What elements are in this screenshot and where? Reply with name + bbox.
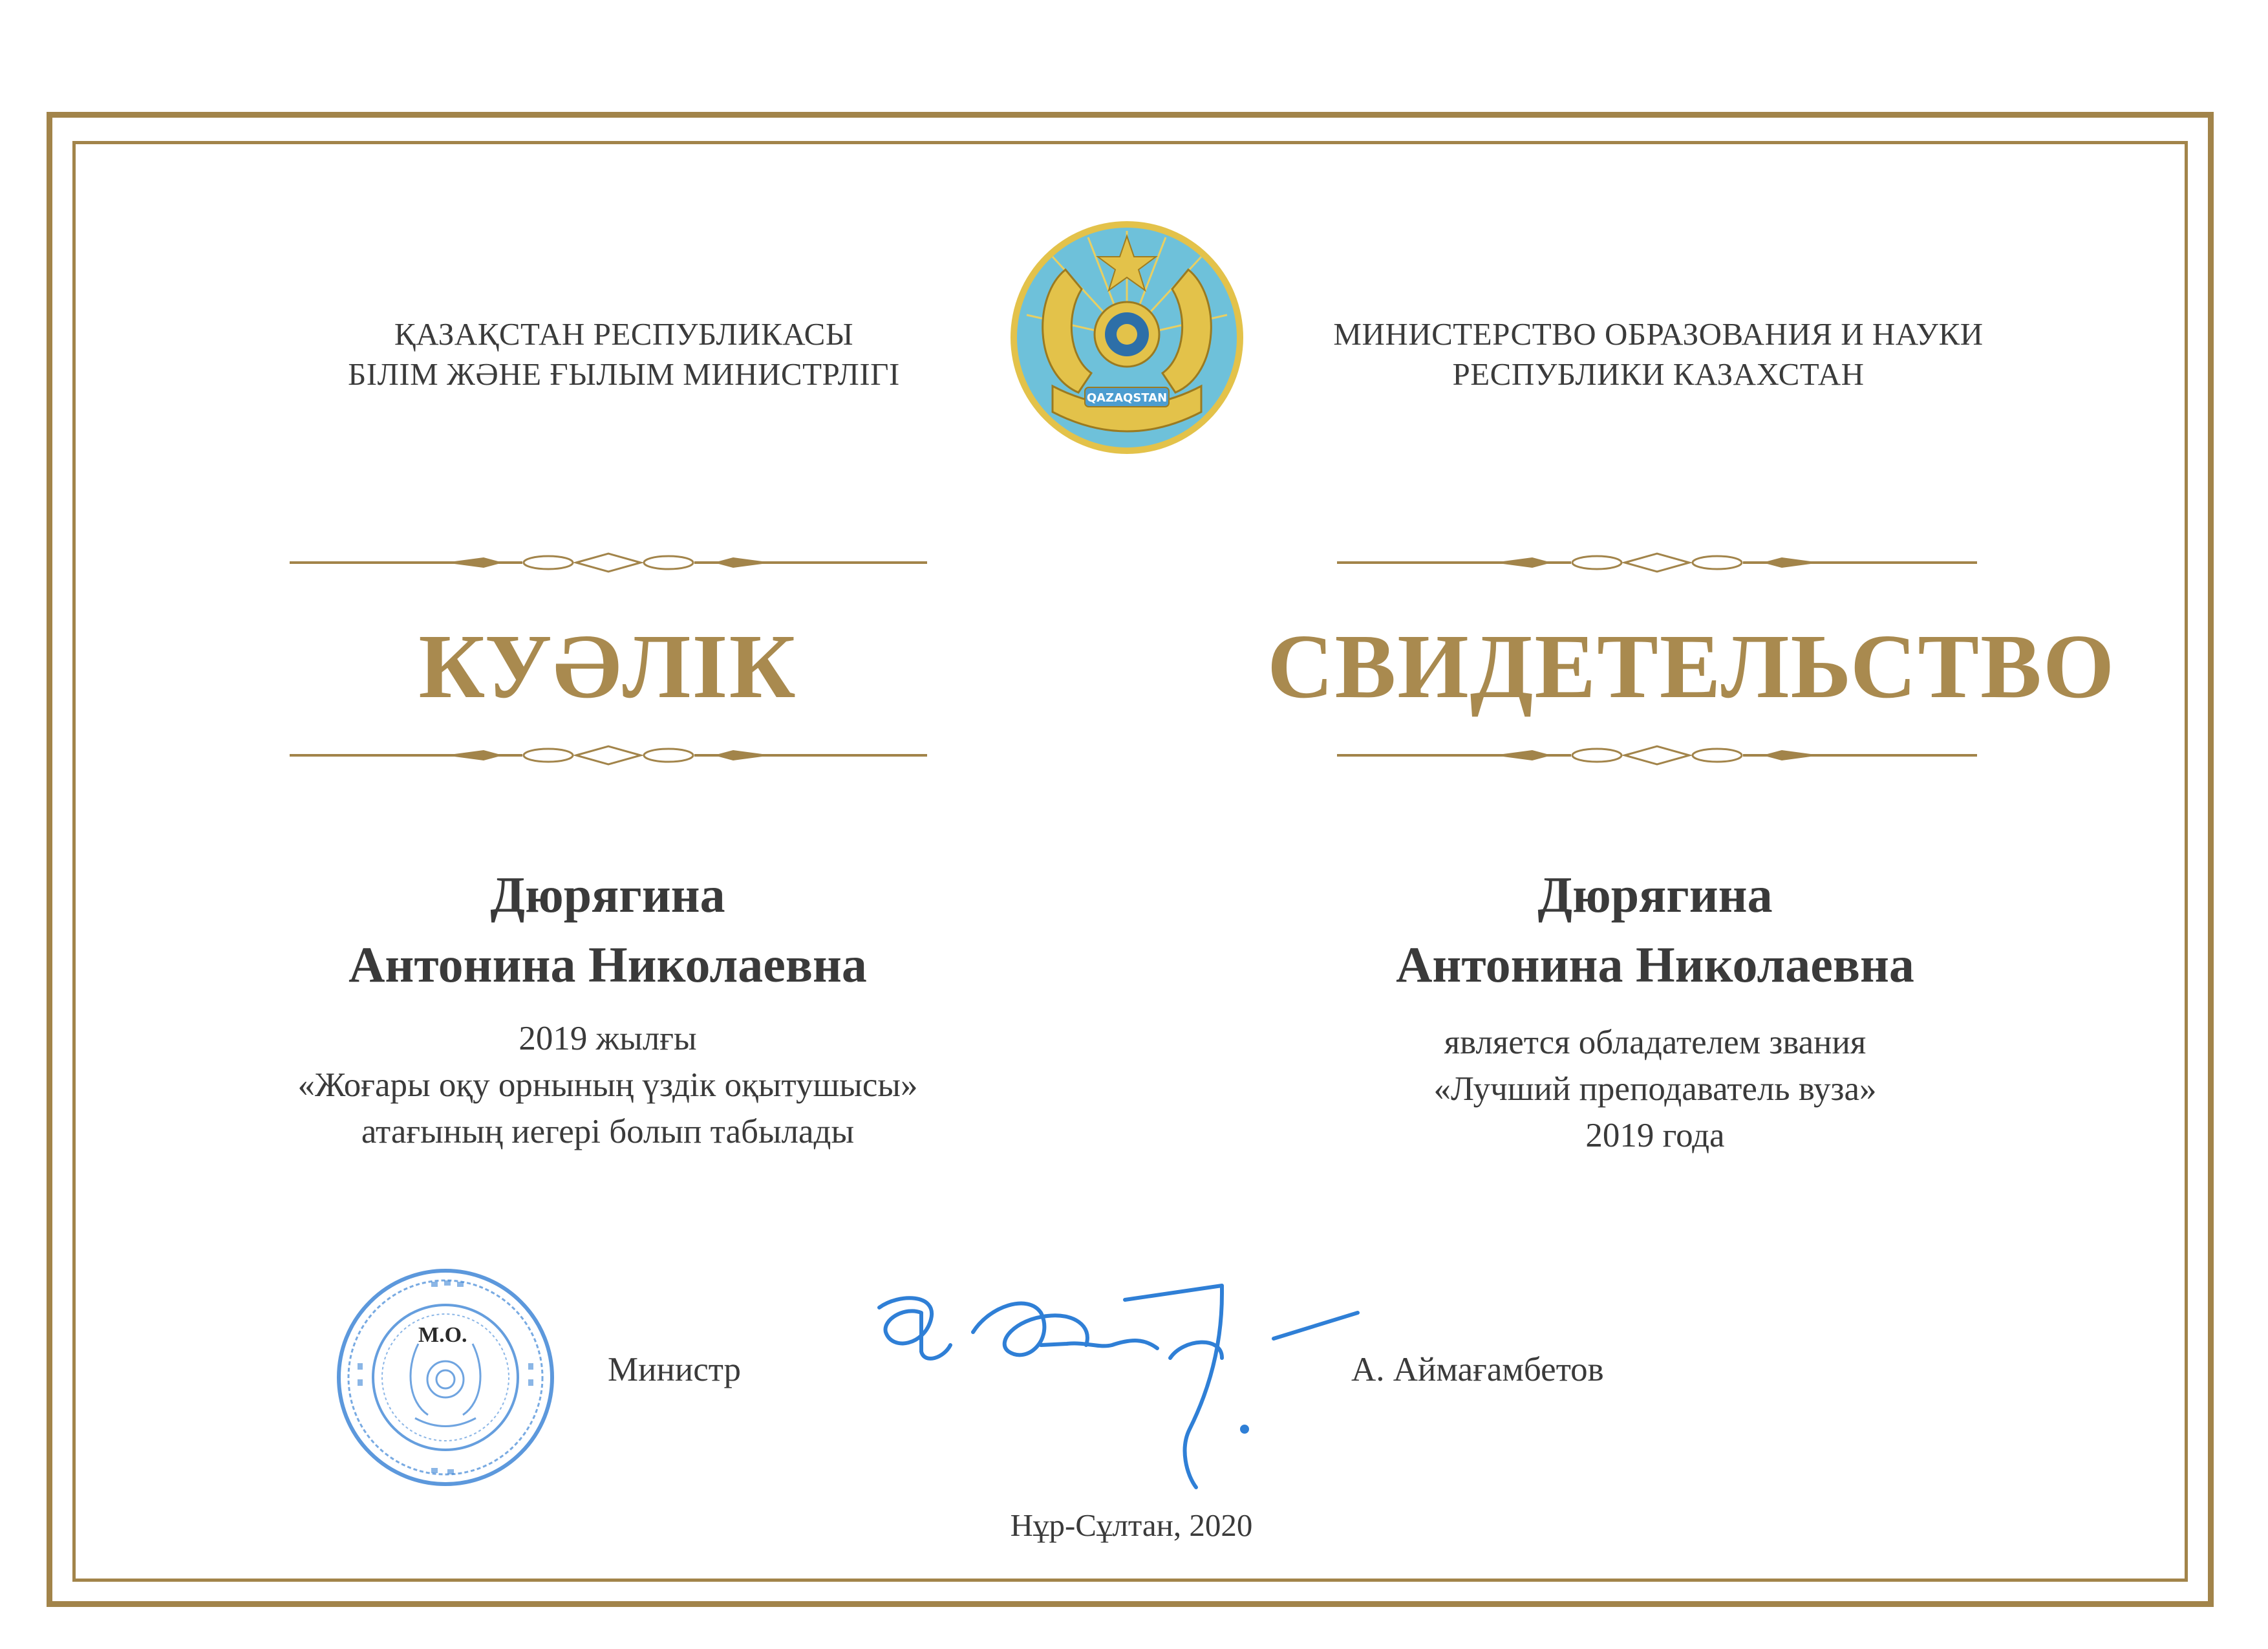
ornament-divider <box>290 742 927 768</box>
award-line-3: 2019 года <box>1585 1117 1725 1154</box>
ornament-divider <box>290 550 927 576</box>
seal-label: М.О. <box>418 1323 467 1347</box>
award-line-1: 2019 жылғы <box>519 1020 697 1057</box>
title-russian: СВИДЕТЕЛЬСТВО <box>1267 615 2116 717</box>
header-left-line2: БІЛІМ ЖӘНЕ ҒЫЛЫМ МИНИСТРЛІГІ <box>348 356 900 392</box>
official-seal-icon <box>334 1266 557 1489</box>
minister-title: Министр <box>608 1351 742 1388</box>
header-right-line1: МИНИСТЕРСТВО ОБРАЗОВАНИЯ И НАУКИ <box>1333 316 1984 352</box>
header-right <box>1287 314 2030 394</box>
given-names: Антонина Николаевна <box>348 936 867 993</box>
header-right-line2: РЕСПУБЛИКИ КАЗАХСТАН <box>1452 356 1865 392</box>
title-kazakh: КУӘЛІК <box>418 615 797 717</box>
state-emblem-icon <box>1007 218 1246 458</box>
surname: Дюрягина <box>1537 867 1773 923</box>
recipient-name-russian <box>1267 860 2043 1000</box>
award-line-1: является обладателем звания <box>1444 1024 1867 1061</box>
surname: Дюрягина <box>490 867 725 923</box>
award-line-3: атағының иегері болып табылады <box>361 1113 855 1150</box>
signature-icon <box>860 1267 1390 1500</box>
ornament-divider <box>1337 742 1977 768</box>
header-left-line1: ҚАЗАҚСТАН РЕСПУБЛИКАСЫ <box>394 316 854 352</box>
minister-name: А. Аймағамбетов <box>1351 1351 1604 1388</box>
award-text-kazakh <box>187 1015 1028 1155</box>
header-left <box>278 314 970 394</box>
place-and-date: Нұр-Сұлтан, 2020 <box>1010 1507 1253 1543</box>
ornament-divider <box>1337 550 1977 576</box>
award-line-2: «Жоғары оқу орнының үздік оқытушысы» <box>297 1066 918 1104</box>
given-names: Антонина Николаевна <box>1396 936 1914 993</box>
award-line-2: «Лучший преподаватель вуза» <box>1433 1070 1877 1108</box>
award-text-russian <box>1267 1019 2043 1159</box>
recipient-name-kazakh <box>220 860 996 1000</box>
emblem-text: QAZAQSTAN <box>1086 391 1168 405</box>
